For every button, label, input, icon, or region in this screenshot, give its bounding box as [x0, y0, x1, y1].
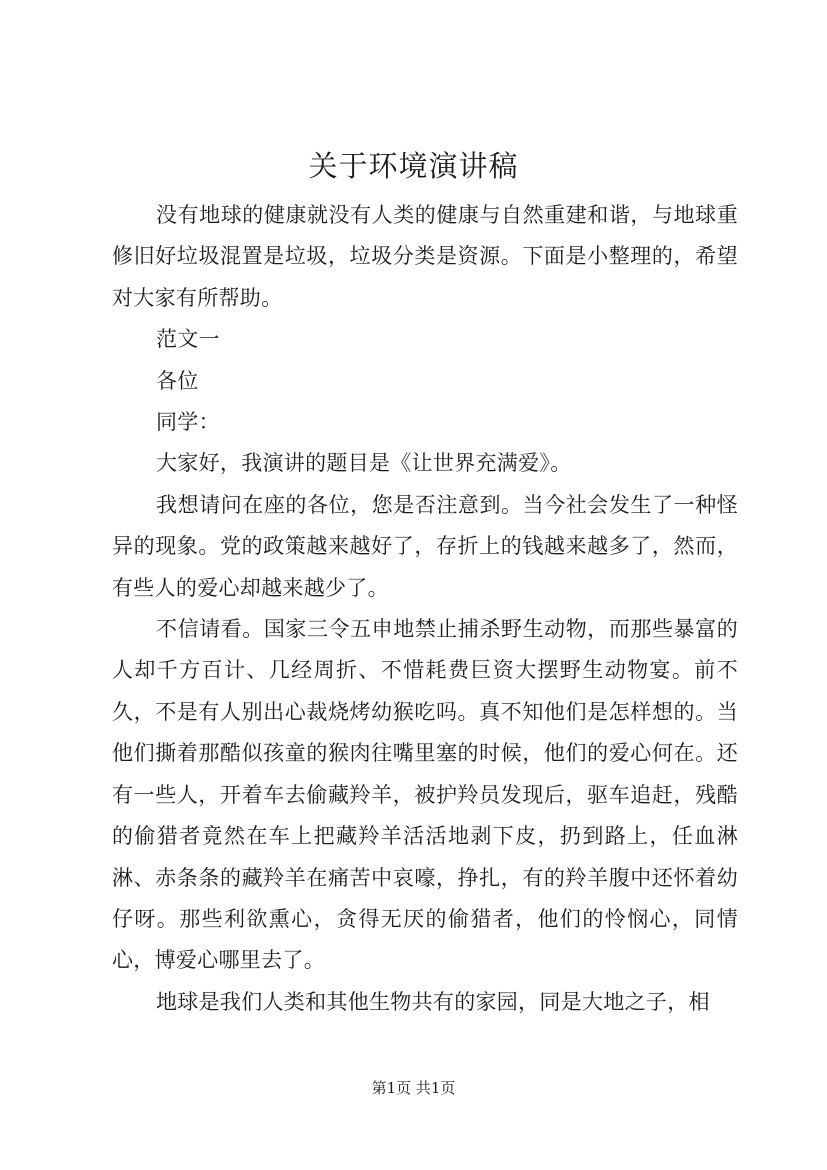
page-footer: 第1页 共1页 — [371, 1079, 456, 1097]
paragraph-sample-label: 范文一 — [156, 327, 220, 352]
paragraph-earth: 地球是我们人类和其他生物共有的家园，同是大地之子，相 — [156, 989, 710, 1014]
paragraph-examples: 不信请看。国家三令五申地禁止捕杀野生动物，而那些暴富的人却千方百计、几经周折、不惜耗费巨资大摆野生动物宴。前不久，不是有人别出心裁烧烤幼猴吃吗。真不知他们是怎样想的。当他们撕着那酷似孩童的猴肉往嘴里塞的时候，他们的爱心何在。还有一些人，开着车去偷藏羚羊，被护羚员发现后，驱车追赶，残酷的偷猎者竟然在车上把藏羚羊活活地剥下皮，扔到路上，任血淋淋、赤条条的藏羚羊在痛苦中哀嚎，挣扎，有的羚羊腹中还怀着幼仔呀。那些利欲熏心，贪得无厌的偷猎者，他们的怜悯心，同情心，博爱心哪里去了。 — [112, 617, 738, 973]
document-title: 关于环境演讲稿 — [308, 149, 519, 183]
paragraph-salutation: 各位 — [156, 368, 199, 393]
paragraph-intro: 没有地球的健康就没有人类的健康与自然重建和谐，与地球重修旧好垃圾混置是垃圾，垃圾分类是资源。下面是小整理的，希望对大家有所帮助。 — [112, 203, 738, 310]
paragraph-question: 我想请问在座的各位，您是否注意到。当今社会发生了一种怪异的现象。党的政策越来越好了，存折上的钱越来越多了，然而，有些人的爱心却越来越少了。 — [112, 492, 738, 600]
document-body — [112, 195, 738, 1023]
paragraph-salutation-students: 同学： — [156, 410, 220, 435]
paragraph-greeting: 大家好，我演讲的题目是《让世界充满爱》。 — [156, 451, 572, 476]
